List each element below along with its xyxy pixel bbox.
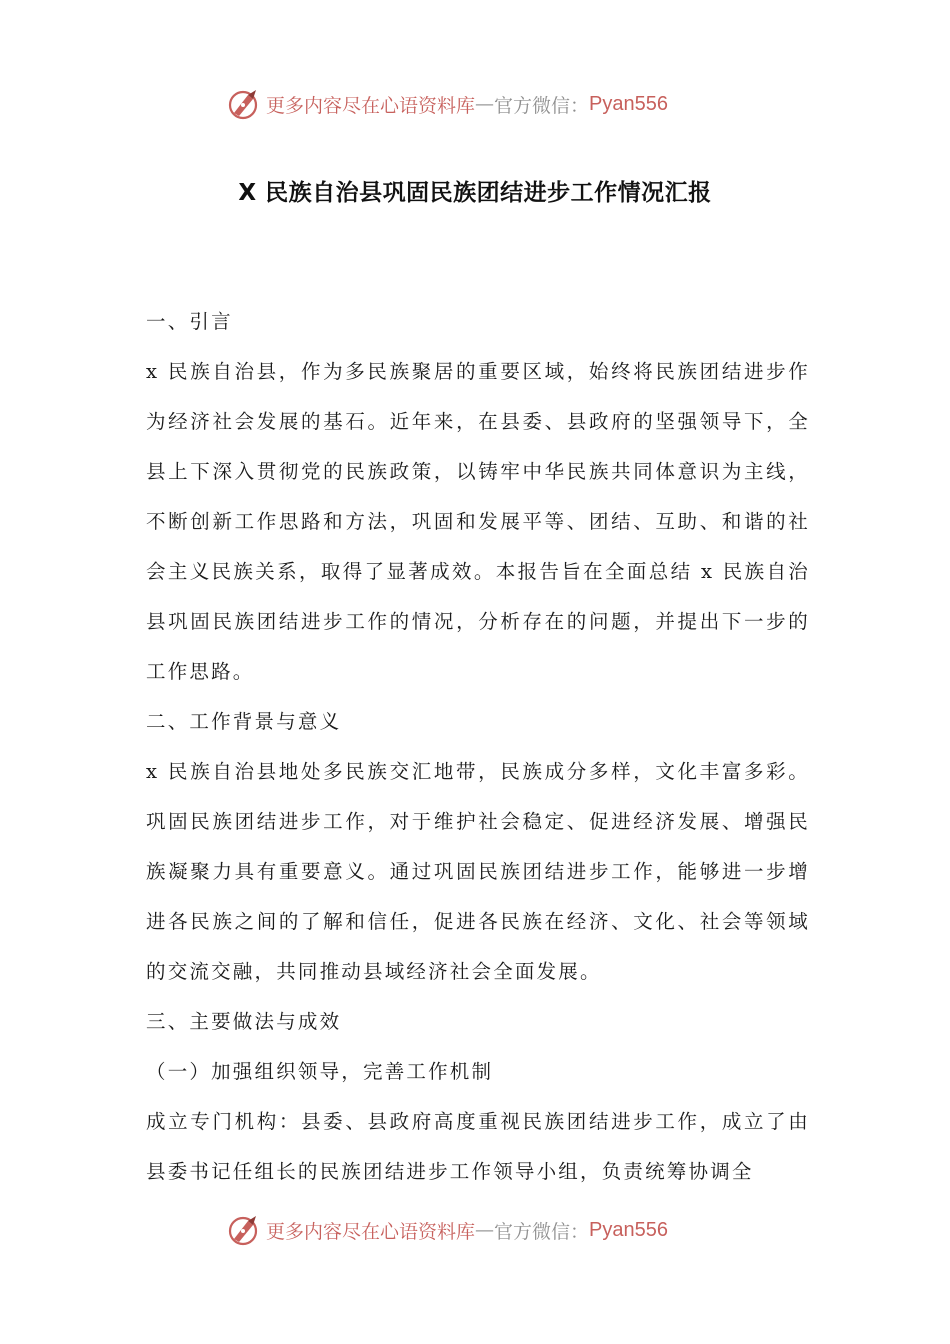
section-heading-intro: 一、引言 (146, 310, 233, 333)
section-heading-background: 二、工作背景与意义 (146, 710, 342, 733)
watermark-contact-label: 官方微信： (494, 94, 590, 117)
watermark-banner-bottom (226, 1210, 668, 1250)
document-title: X 民族自治县巩固民族团结进步工作情况汇报 (238, 180, 712, 206)
watermark-dash: — (475, 93, 495, 115)
subsection-heading-organization: （一）加强组织领导，完善工作机制 (146, 1060, 494, 1083)
watermark-contact-label: 官方微信： (494, 1220, 590, 1243)
pen-nib-circle-icon (226, 86, 262, 122)
watermark-brand: 更多内容尽在心语资料库 (266, 94, 476, 117)
paragraph-intro: x 民族自治县，作为多民族聚居的重要区域，始终将民族团结进步作为经济社会发展的基石。近年来，在县委、县政府的坚强领导下，全县上下深入贯彻党的民族政策，以铸牢中华民族共同体意识为主线，不断创新工作思路和方法，巩固和发展平等、团结、互助、和谐的社会主义民族关系，取得了显著成效。本报告旨在全面总结 x 民族自治县巩固民族团结进步工作的情况，分析存在的问题，并提出下一步的工作思路。 (146, 360, 810, 683)
watermark-contact-id: Pyan556 (589, 92, 668, 115)
document-body (146, 297, 810, 1197)
pen-nib-circle-icon (226, 1212, 262, 1248)
watermark-banner-top (226, 84, 668, 124)
watermark-brand: 更多内容尽在心语资料库 (266, 1220, 476, 1243)
watermark-contact-id: Pyan556 (589, 1218, 668, 1241)
paragraph-background: x 民族自治县地处多民族交汇地带，民族成分多样，文化丰富多彩。巩固民族团结进步工作，对于维护社会稳定、促进经济发展、增强民族凝聚力具有重要意义。通过巩固民族团结进步工作，能够进一步增进各民族之间的了解和信任，促进各民族在经济、文化、社会等领域的交流交融，共同推动县域经济社会全面发展。 (146, 760, 810, 983)
section-heading-measures: 三、主要做法与成效 (146, 1010, 342, 1033)
watermark-dash: — (475, 1219, 495, 1241)
paragraph-organization: 成立专门机构：县委、县政府高度重视民族团结进步工作，成立了由县委书记任组长的民族团结进步工作领导小组，负责统筹协调全 (146, 1110, 810, 1183)
